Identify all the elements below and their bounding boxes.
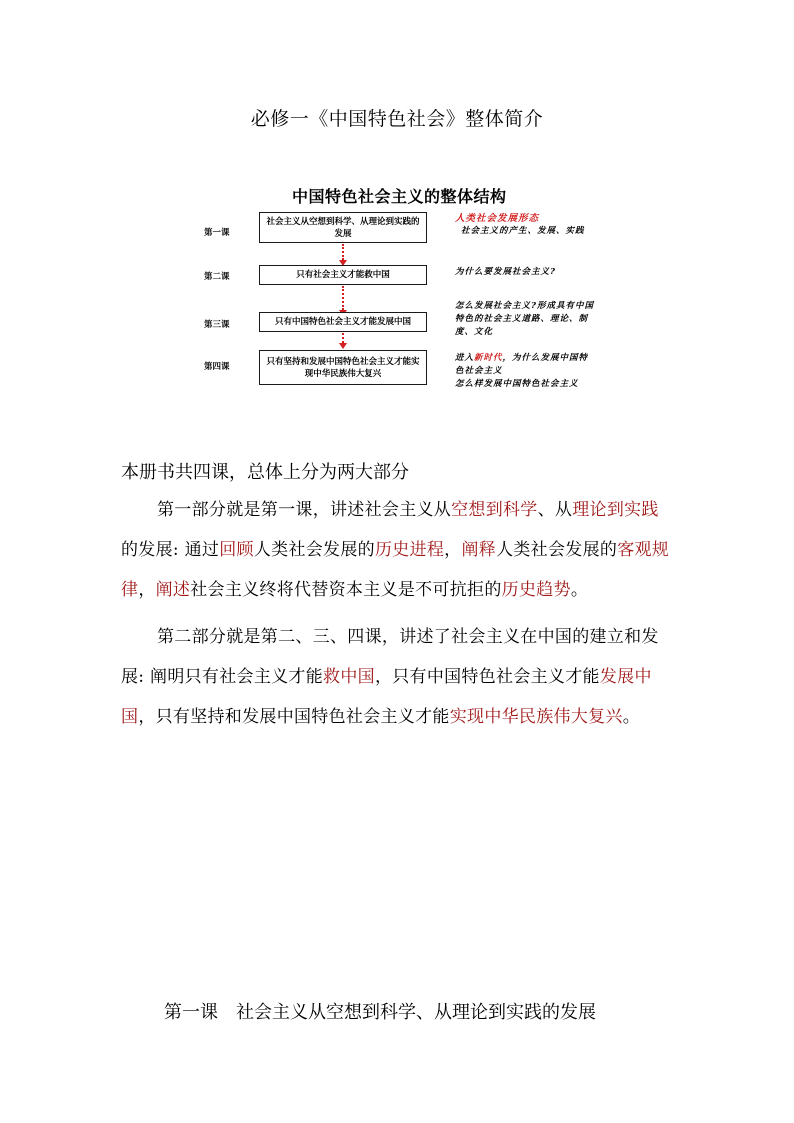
highlight-text: 客观规律 bbox=[121, 540, 670, 600]
paragraph-text: 的发展: 通过 bbox=[121, 540, 220, 560]
paragraph-text: 。 bbox=[570, 580, 589, 600]
note-4-b: ，为什么发展中国特色社会主义 bbox=[455, 353, 589, 376]
note-4-a: 进入 bbox=[455, 353, 475, 363]
paragraph-text: 人类社会发展的 bbox=[253, 540, 375, 560]
paragraph-text: 、从 bbox=[537, 500, 573, 520]
lesson-4-box: 只有坚持和发展中国特色社会主义才能实现中华民族伟大复兴 bbox=[259, 350, 427, 385]
highlight-text: 回顾 bbox=[219, 540, 254, 560]
highlight-text: 历史趋势 bbox=[501, 580, 571, 600]
paragraph-text: 社会主义终将代替资本主义是不可抗拒的 bbox=[190, 580, 502, 600]
highlight-text: 阐述 bbox=[155, 580, 191, 600]
lesson-2-box: 只有社会主义才能救中国 bbox=[259, 265, 427, 285]
highlight-text: 阐释 bbox=[461, 540, 497, 560]
document-title: 必修一《中国特色社会》整体简介 bbox=[250, 108, 544, 130]
paragraph-text: ， bbox=[444, 540, 462, 560]
paragraph-text: ，只有中国特色社会主义才能 bbox=[374, 667, 600, 687]
arrow-1-2 bbox=[342, 244, 344, 260]
paragraph-part-two bbox=[121, 617, 676, 737]
note-4-c: 怎么样发展中国特色社会主义 bbox=[455, 379, 579, 389]
paragraph-text: 第二部分就是第二、三、四课，讲述了社会主义在中国的建立和发展: 阐明只有社会主义才能 bbox=[121, 627, 659, 687]
highlight-text: 救中国 bbox=[323, 667, 375, 687]
note-1 bbox=[455, 212, 595, 238]
paragraph-part-one bbox=[121, 490, 676, 610]
section-heading: 本册书共四课，总体上分为两大部分 bbox=[121, 462, 409, 483]
paragraph-text: ， bbox=[138, 580, 156, 600]
highlight-text: 实现中华民族伟大复兴 bbox=[449, 707, 623, 727]
arrow-2-3 bbox=[342, 286, 344, 310]
lesson-4-label: 第四课 bbox=[204, 362, 230, 372]
highlight-text: 历史进程 bbox=[374, 540, 445, 560]
highlight-text: 理论到实践 bbox=[572, 500, 659, 520]
highlight-text: 发展中国 bbox=[121, 667, 652, 727]
lesson-1-heading: 第一课 社会主义从空想到科学、从理论到实践的发展 bbox=[164, 1002, 596, 1023]
structure-diagram bbox=[196, 180, 596, 412]
paragraph-text: 第一部分就是第一课，讲述社会主义从 bbox=[157, 500, 452, 520]
note-3: 怎么发展社会主义?形成具有中国特色的社会主义道路、理论、制度、文化 bbox=[455, 301, 594, 337]
paragraph-text: 人类社会发展的 bbox=[496, 540, 618, 560]
arrow-3-4 bbox=[342, 333, 344, 343]
note-2: 为什么要发展社会主义? bbox=[455, 267, 556, 277]
lesson-2-label: 第二课 bbox=[204, 272, 230, 282]
note-1-text: 社会主义的产生、发展、实践 bbox=[461, 226, 585, 236]
lesson-3-box: 只有中国特色社会主义才能发展中国 bbox=[259, 312, 427, 332]
lesson-3-label: 第三课 bbox=[204, 320, 230, 330]
note-1-red: 人类社会发展形态 bbox=[455, 213, 540, 224]
lesson-1-label: 第一课 bbox=[204, 228, 230, 238]
note-4 bbox=[455, 352, 595, 391]
paragraph-text: ，只有坚持和发展中国特色社会主义才能 bbox=[138, 707, 450, 727]
note-4-red: 新时代 bbox=[474, 353, 503, 363]
highlight-text: 空想到科学 bbox=[451, 500, 538, 520]
paragraph-text: 。 bbox=[622, 707, 641, 727]
lesson-1-box: 社会主义从空想到科学、从理论到实践的发展 bbox=[259, 212, 427, 243]
diagram-title: 中国特色社会主义的整体结构 bbox=[292, 187, 507, 206]
